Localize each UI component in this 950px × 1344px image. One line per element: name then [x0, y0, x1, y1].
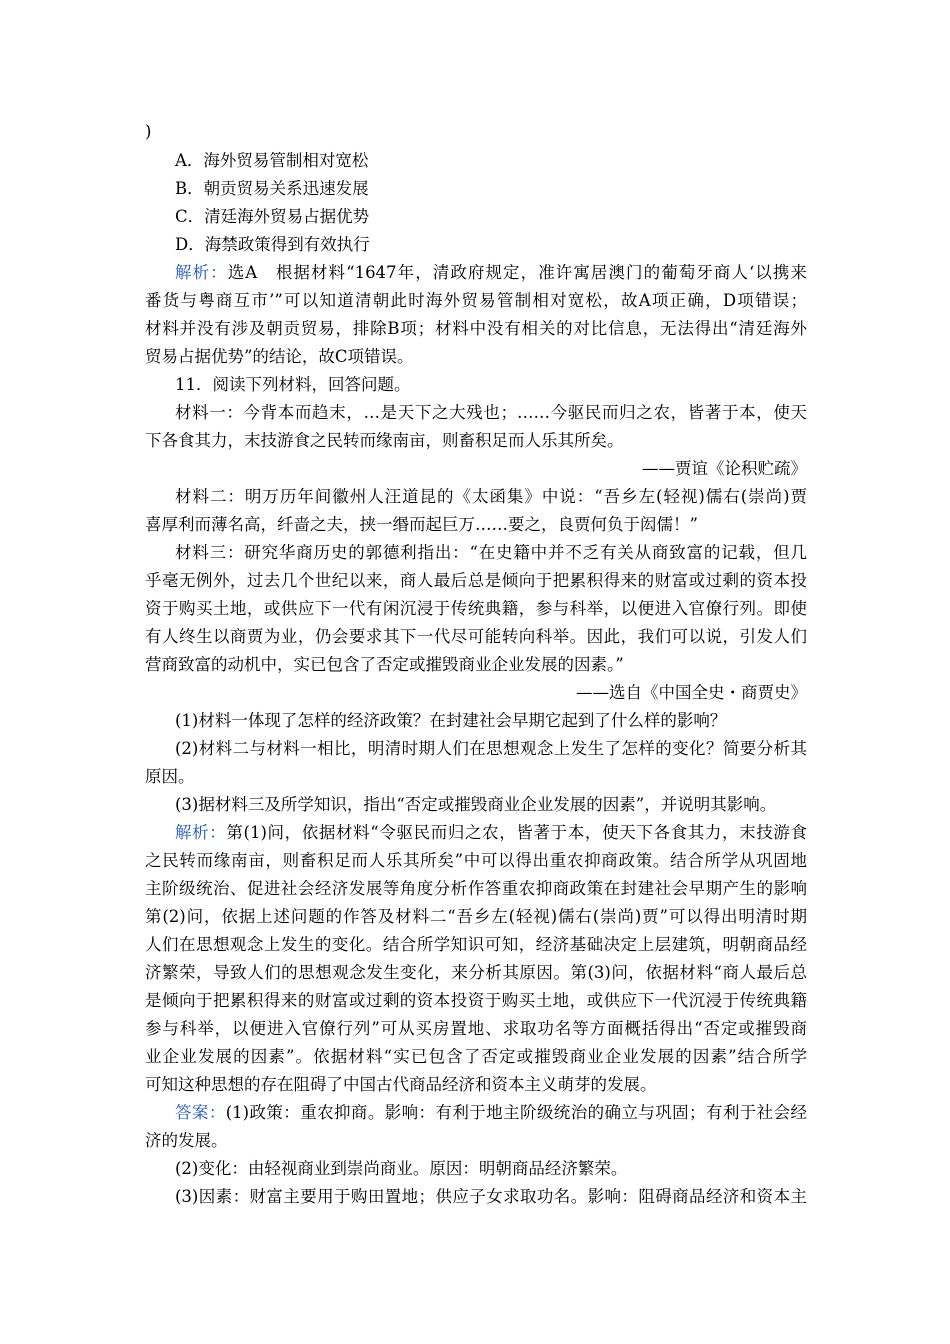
question-3: (3)据材料三及所学知识，指出“否定或摧毁商业企业发展的因素”，并说明其影响。: [175, 795, 777, 814]
q10-analysis-line-1: 解析：选A 根据材料“1647年，清政府规定，准许寓居澳门的葡萄牙商人‘以携来: [175, 263, 807, 282]
answer-line-1: 答案：(1)政策：重农抑商。影响：有利于地主阶级统治的确立与巩固；有利于社会经: [175, 1103, 807, 1122]
answer-label: 答案：: [175, 1103, 226, 1122]
q10-analysis-line-2: 番货与粤商互市’”可以知道清朝此时海外贸易管制相对宽松，故A项正确，D项错误；: [145, 291, 807, 310]
material1-source: ——贾谊《论积贮疏》: [642, 459, 807, 478]
material3-line-4: 有人终生以商贾为业，仍会要求其下一代尽可能转向科举。因此，我们可以说，引发人们: [145, 627, 807, 646]
analysis-label: 解析：: [175, 823, 227, 842]
answer-line-3: (2)变化：由轻视商业到崇尚商业。原因：明朝商品经济繁荣。: [175, 1159, 628, 1178]
q10-analysis-line-4: 贸易占据优势”的结论，故C项错误。: [145, 347, 414, 366]
q10-analysis-line-3: 材料并没有涉及朝贡贸易，排除B项；材料中没有相关的对比信息，无法得出“清廷海外: [145, 319, 807, 338]
q11-analysis-line-2: 之民转而缘南亩，则畜积足而人乐其所矣”中可以得出重农抑商政策。结合所学从巩固地: [145, 851, 807, 870]
material3-line-2: 乎毫无例外，过去几个世纪以来，商人最后总是倾向于把累积得来的财富或过剩的资本投: [145, 571, 807, 590]
material3-line-1: 材料三：研究华商历史的郭德利指出：“在史籍中并不乏有关从商致富的记载，但几: [175, 543, 807, 562]
question-1: (1)材料一体现了怎样的经济政策？在封建社会早期它起到了什么样的影响？: [175, 711, 727, 730]
q11-analysis-line-10: 可知这种思想的存在阻碍了中国古代商品经济和资本主义萌芽的发展。: [145, 1075, 657, 1094]
answer-line-2: 济的发展。: [145, 1131, 228, 1150]
q11-title: 11．阅读下列材料，回答问题。: [175, 375, 411, 394]
question-2-line-1: (2)材料二与材料一相比，明清时期人们在思想观念上发生了怎样的变化？简要分析其: [175, 739, 807, 758]
material3-source: ——选自《中国全史・商贾史》: [576, 683, 807, 702]
q11-analysis-line-3: 主阶级统治、促进社会经济发展等角度分析作答重农抑商政策在封建社会早期产生的影响: [145, 879, 807, 898]
option-d: D．海禁政策得到有效执行: [175, 235, 370, 254]
analysis-label: 解析：: [175, 263, 228, 282]
material3-line-5: 营商致富的动机中，实已包含了否定或摧毁商业企业发展的因素。”: [145, 655, 624, 674]
q11-analysis-line-5: 人们在思想观念上发生的变化。结合所学知识可知，经济基础决定上层建筑，明朝商品经: [145, 935, 807, 954]
q11-analysis-line-6: 济繁荣，导致人们的思想观念发生变化，来分析其原因。第(3)问，依据材料“商人最后总: [145, 963, 807, 982]
material2-line-1: 材料二：明万历年间徽州人汪道昆的《太函集》中说：“吾乡左(轻视)儒右(崇尚)贾: [175, 487, 807, 506]
option-c: C．清廷海外贸易占据优势: [175, 207, 370, 226]
question-2-line-2: 原因。: [145, 767, 195, 786]
material1-line-1: 材料一：今背本而趋末，…是天下之大残也；……今驱民而归之农，皆著于本，使天: [175, 403, 807, 422]
option-b: B．朝贡贸易关系迅速发展: [175, 179, 369, 198]
closing-paren: ): [145, 122, 152, 141]
q11-analysis-line-4: 第(2)问，依据上述问题的作答及材料二“吾乡左(轻视)儒右(崇尚)贾”可以得出明清时期: [145, 907, 807, 926]
q11-analysis-line-8: 参与科举，以便进入官僚行列”可从买房置地、求取功名等方面概括得出“否定或摧毁商: [145, 1019, 807, 1038]
material1-line-2: 下各食其力，末技游食之民转而缘南亩，则畜积足而人乐其所矣。: [145, 431, 624, 450]
q11-analysis-line-9: 业企业发展的因素”。依据材料“实已包含了否定或摧毁商业企业发展的因素”结合所学: [145, 1047, 807, 1066]
option-a: A．海外贸易管制相对宽松: [175, 151, 369, 170]
q11-analysis-line-7: 是倾向于把累积得来的财富或过剩的资本投资于购买土地，或供应下一代沉浸于传统典籍: [145, 991, 807, 1010]
material2-line-2: 喜厚利而薄名高，纤啬之夫，挟一缗而起巨万……要之，良贾何负于闳儒！”: [145, 515, 698, 534]
q11-analysis-line-1: 解析：第(1)问，依据材料“令驱民而归之农，皆著于本，使天下各食其力，末技游食: [175, 823, 807, 842]
answer-line-4: (3)因素：财富主要用于购田置地；供应子女求取功名。影响：阻碍商品经济和资本主: [175, 1187, 807, 1206]
material3-line-3: 资于购买土地，或供应下一代有闲沉浸于传统典籍，参与科举，以便进入官僚行列。即使: [145, 599, 807, 618]
